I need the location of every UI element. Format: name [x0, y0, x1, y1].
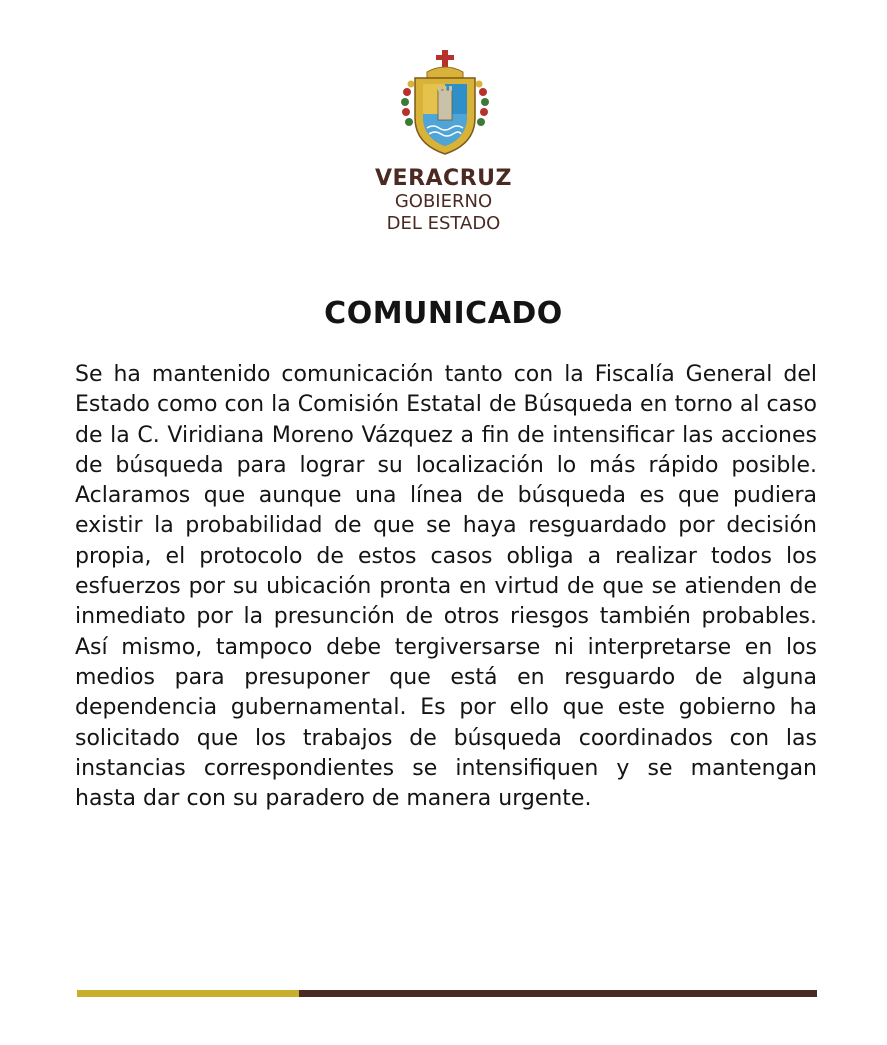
footer-rule-brown: [299, 990, 817, 997]
org-state-line: DEL ESTADO: [386, 213, 501, 234]
org-state-name: VERACRUZ: [375, 166, 512, 191]
document-title: COMUNICADO: [324, 296, 563, 331]
footer-rule-gold: [77, 990, 299, 997]
document-body: Se ha mantenido comunicación tanto con la Fiscalía General del Estado como con la Comisión Estatal de Búsqueda en torno al caso de la C. Viridiana Moreno Vázquez a fin de intensificar las acciones de búsqueda para lograr su localización lo más rápido posible. Aclaramos que aunque una línea de búsqueda es que pudiera existir la probabilidad de que se haya resguardado por decisión propia, el protocolo de estos casos obliga a realizar todos los esfuerzos por su ubicación pronta en virtud de que se atienden de inmediato por la presunción de otros riesgos también probables. Así mismo, tampoco debe tergiversarse ni interpretarse en los medios para presuponer que está en resguardo de alguna dependencia gubernamental. Es por ello que este gobierno ha solicitado que los trabajos de búsqueda coordinados con las instancias correspondientes se intensifiquen y se mantengan hasta dar con su paradero de manera urgente.: [75, 362, 817, 812]
org-government-line: GOBIERNO: [394, 191, 493, 212]
veracruz-coat-of-arms-icon: [397, 48, 493, 160]
